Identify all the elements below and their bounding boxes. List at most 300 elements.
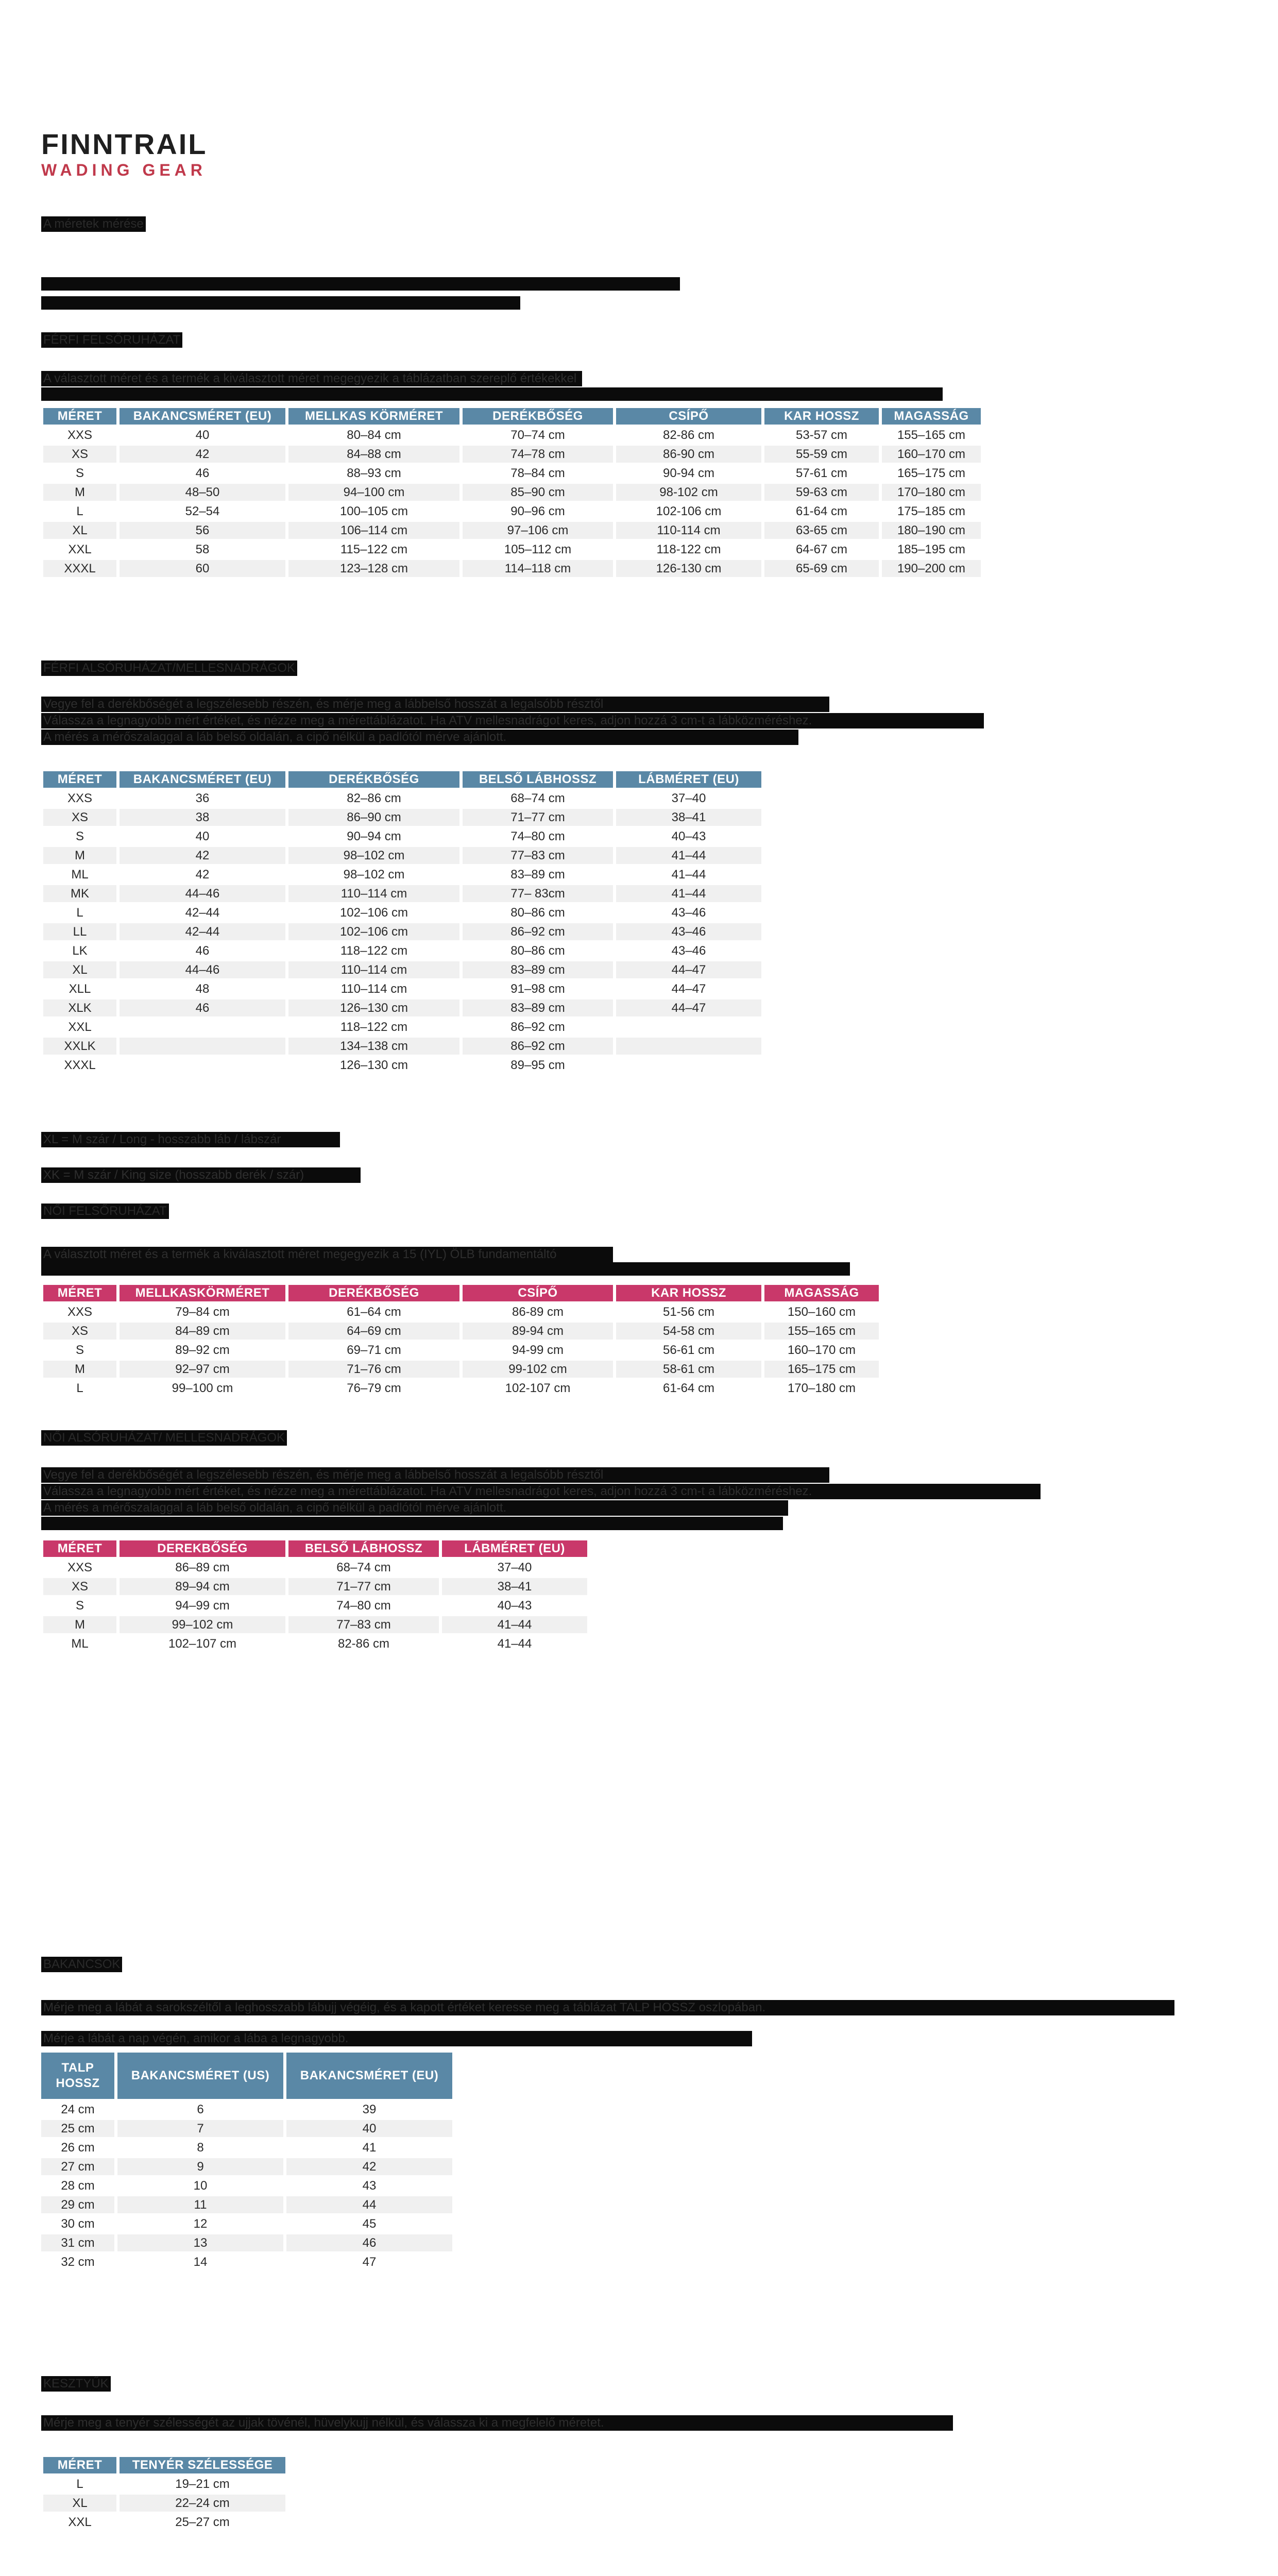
table-cell: 89–94 cm <box>120 1578 285 1595</box>
column-header: MÉRET <box>43 1540 116 1557</box>
table-cell: M <box>43 1616 116 1633</box>
table-cell: 64–69 cm <box>288 1323 459 1340</box>
table-cell: 59-63 cm <box>764 484 879 501</box>
section-note: A mérés a mérőszalaggal a láb belső oldalán, a cipő nélkül a padlótól mérve ajánlott. <box>41 1500 788 1516</box>
column-header: BELSŐ LÁBHOSSZ <box>463 771 613 788</box>
table-cell: 88–93 cm <box>288 465 459 482</box>
table-cell: 99–100 cm <box>120 1380 285 1397</box>
column-header: MELLKASKÖRMÉRET <box>120 1285 285 1301</box>
table-cell: 24 cm <box>41 2101 114 2118</box>
table-cell: 76–79 cm <box>288 1380 459 1397</box>
table-cell: 89–95 cm <box>463 1057 613 1074</box>
table-cell: 90-94 cm <box>616 465 761 482</box>
section-title-men-bottom: FÉRFI ALSÓRUHÁZAT/MELLESNADRÁGOK <box>41 660 297 676</box>
section-note <box>41 387 943 401</box>
table-cell: XXS <box>43 790 116 807</box>
table-cell: 42 <box>286 2158 452 2175</box>
table-cell: 44–46 <box>120 961 285 978</box>
table-cell <box>120 1057 285 1074</box>
table-cell: M <box>43 1361 116 1378</box>
table-cell: 13 <box>117 2234 283 2251</box>
table-row <box>43 866 761 883</box>
section-note: Vegye fel a derékbőségét a legszélesebb részén, és mérje meg a lábbelső hosszát a legalsóbb résztől <box>41 697 829 712</box>
table-cell: 185–195 cm <box>882 541 981 558</box>
section-note <box>41 1262 850 1276</box>
table-cell: 77–83 cm <box>288 1616 439 1633</box>
table-cell: 42 <box>120 847 285 864</box>
table-cell: 56 <box>120 522 285 539</box>
table-cell: 41–44 <box>616 866 761 883</box>
table-cell: 100–105 cm <box>288 503 459 520</box>
table-cell: 165–175 cm <box>764 1361 879 1378</box>
column-header: TENYÉR SZÉLESSÉGE <box>120 2457 285 2473</box>
table-cell: 86–89 cm <box>120 1559 285 1576</box>
table-cell: 79–84 cm <box>120 1303 285 1320</box>
table-cell: 86–92 cm <box>463 1038 613 1055</box>
table-cell: 41–44 <box>616 847 761 864</box>
table-cell: 99-102 cm <box>463 1361 613 1378</box>
table-row <box>43 560 981 577</box>
section-note: Mérje a lábát a nap végén, amikor a lába a legnagyobb. <box>41 2031 752 2046</box>
table-cell: ML <box>43 866 116 883</box>
table-cell: 170–180 cm <box>764 1380 879 1397</box>
table-cell: L <box>43 503 116 520</box>
table-cell: 60 <box>120 560 285 577</box>
table-cell: 51-56 cm <box>616 1303 761 1320</box>
table-cell: L <box>43 904 116 921</box>
table-cell <box>616 1038 761 1055</box>
table-row <box>43 809 761 826</box>
table-cell: 84–88 cm <box>288 446 459 463</box>
table-cell: XS <box>43 1323 116 1340</box>
table-cell: LL <box>43 923 116 940</box>
column-header: DERÉKBŐSÉG <box>463 408 613 425</box>
table-cell: XLK <box>43 999 116 1016</box>
table-cell: 63-65 cm <box>764 522 879 539</box>
table-cell: 134–138 cm <box>288 1038 459 1055</box>
table-row <box>43 1380 879 1397</box>
section-title-gloves: KESZTYŰK <box>41 2376 111 2392</box>
table-cell: 118–122 cm <box>288 1019 459 1036</box>
table-cell: 105–112 cm <box>463 541 613 558</box>
table-cell: XS <box>43 446 116 463</box>
column-header: MAGASSÁG <box>764 1285 879 1301</box>
section-note: A mérés a mérőszalaggal a láb belső oldalán, a cipő nélkül a padlótól mérve ajánlott. <box>41 730 798 745</box>
table-row <box>43 999 761 1016</box>
table-cell: 86-89 cm <box>463 1303 613 1320</box>
table-cell: 46 <box>120 942 285 959</box>
table-row <box>43 484 981 501</box>
table-row <box>41 2215 452 2232</box>
table-cell: 41 <box>286 2139 452 2156</box>
table-cell: 30 cm <box>41 2215 114 2232</box>
table-row <box>43 847 761 864</box>
table-cell: 40 <box>286 2120 452 2137</box>
column-header: DERÉKBŐSÉG <box>288 771 459 788</box>
table-row <box>43 1038 761 1055</box>
table-cell: 54-58 cm <box>616 1323 761 1340</box>
table-cell: 43–46 <box>616 942 761 959</box>
table-cell: 42 <box>120 446 285 463</box>
section-title-men-top: FÉRFI FELSŐRUHÁZAT <box>41 332 182 348</box>
table-cell: 28 cm <box>41 2177 114 2194</box>
table-cell: M <box>43 847 116 864</box>
table-cell: 68–74 cm <box>463 790 613 807</box>
table-cell: 83–89 cm <box>463 866 613 883</box>
table-cell: 42–44 <box>120 904 285 921</box>
table-row <box>43 427 981 444</box>
table-cell: 39 <box>286 2101 452 2118</box>
table-row <box>43 790 761 807</box>
size-table-men-bottom <box>40 769 764 1076</box>
table-cell: 123–128 cm <box>288 560 459 577</box>
table-row <box>43 1303 879 1320</box>
table-cell: 102-107 cm <box>463 1380 613 1397</box>
table-cell: 14 <box>117 2253 283 2270</box>
intro-line <box>41 277 680 291</box>
table-cell: 71–77 cm <box>288 1578 439 1595</box>
table-cell: 52–54 <box>120 503 285 520</box>
table-row <box>41 2177 452 2194</box>
table-header-row <box>43 1285 879 1301</box>
table-cell: 114–118 cm <box>463 560 613 577</box>
table-cell: XXS <box>43 1303 116 1320</box>
table-cell: 84–89 cm <box>120 1323 285 1340</box>
table-cell: 118-122 cm <box>616 541 761 558</box>
table-cell: 150–160 cm <box>764 1303 879 1320</box>
table-cell: 44–47 <box>616 961 761 978</box>
table-cell: 82–86 cm <box>288 790 459 807</box>
table-cell: 61-64 cm <box>616 1380 761 1397</box>
table-cell: 98-102 cm <box>616 484 761 501</box>
table-cell: 190–200 cm <box>882 560 981 577</box>
table-cell: 38–41 <box>442 1578 587 1595</box>
table-row <box>43 1616 587 1633</box>
table-cell: 110–114 cm <box>288 980 459 997</box>
table-cell: 98–102 cm <box>288 847 459 864</box>
table-cell: 48–50 <box>120 484 285 501</box>
table-cell: 74–80 cm <box>288 1597 439 1614</box>
section-note: Mérje meg a lábát a sarokszéltől a leghosszabb lábujj végéig, és a kapott értéket keresse meg a táblázat TALP HOSSZ oszlopában. <box>41 2000 1174 2015</box>
table-cell <box>616 1057 761 1074</box>
table-cell: 90–94 cm <box>288 828 459 845</box>
table-cell: 44–46 <box>120 885 285 902</box>
column-header: MÉRET <box>43 1285 116 1301</box>
table-cell: 40 <box>120 427 285 444</box>
table-cell: 110–114 cm <box>288 961 459 978</box>
table-cell: XXS <box>43 427 116 444</box>
table-cell: 80–86 cm <box>463 942 613 959</box>
table-cell: 38–41 <box>616 809 761 826</box>
table-cell: 42–44 <box>120 923 285 940</box>
table-row <box>43 2514 285 2531</box>
table-cell: 160–170 cm <box>764 1342 879 1359</box>
section-note: XL = M szár / Long - hosszabb láb / lábszár <box>41 1132 340 1147</box>
column-header: LÁBMÉRET (EU) <box>616 771 761 788</box>
table-cell: 46 <box>120 465 285 482</box>
column-header: CSÍPŐ <box>616 408 761 425</box>
brand-tagline: WADING GEAR <box>41 161 207 179</box>
table-cell: 83–89 cm <box>463 999 613 1016</box>
table-row <box>43 1578 587 1595</box>
table-cell: 55-59 cm <box>764 446 879 463</box>
table-cell: 92–97 cm <box>120 1361 285 1378</box>
table-cell: 77–83 cm <box>463 847 613 864</box>
table-row <box>43 885 761 902</box>
table-cell: 40 <box>120 828 285 845</box>
table-cell: 41–44 <box>616 885 761 902</box>
section-note: Válassza a legnagyobb mért értéket, és nézze meg a mérettáblázatot. Ha ATV mellesnadrágot keres, adjon hozzá 3 cm-t a lábközméréshez. <box>41 713 984 728</box>
table-row <box>41 2253 452 2270</box>
size-table-women-top <box>40 1283 882 1399</box>
table-row <box>43 1559 587 1576</box>
table-cell: 48 <box>120 980 285 997</box>
intro-heading: A méretek mérése <box>41 216 146 232</box>
table-row <box>43 1057 761 1074</box>
section-title-women-top: NŐI FELSŐRUHÁZAT <box>41 1204 169 1219</box>
column-header: MÉRET <box>43 771 116 788</box>
table-cell: 43–46 <box>616 904 761 921</box>
table-cell: 8 <box>117 2139 283 2156</box>
table-row <box>43 465 981 482</box>
column-header: TALP HOSSZ <box>41 2053 114 2099</box>
table-cell: 58-61 cm <box>616 1361 761 1378</box>
table-cell: 27 cm <box>41 2158 114 2175</box>
table-cell: 80–86 cm <box>463 904 613 921</box>
table-cell: 45 <box>286 2215 452 2232</box>
table-cell: 65-69 cm <box>764 560 879 577</box>
table-cell: LK <box>43 942 116 959</box>
table-cell: L <box>43 2476 116 2493</box>
table-cell: 61–64 cm <box>288 1303 459 1320</box>
table-cell: 53-57 cm <box>764 427 879 444</box>
column-header: BAKANCSMÉRET (US) <box>117 2053 283 2099</box>
table-cell: 71–76 cm <box>288 1361 459 1378</box>
table-cell: XXXL <box>43 1057 116 1074</box>
table-cell: S <box>43 1597 116 1614</box>
table-cell: S <box>43 465 116 482</box>
table-cell: S <box>43 1342 116 1359</box>
table-cell: XS <box>43 1578 116 1595</box>
table-row <box>43 961 761 978</box>
table-cell: 46 <box>120 999 285 1016</box>
table-cell <box>120 1038 285 1055</box>
table-cell: 102–106 cm <box>288 904 459 921</box>
table-cell: 58 <box>120 541 285 558</box>
column-header: BAKANCSMÉRET (EU) <box>286 2053 452 2099</box>
column-header: MÉRET <box>43 2457 116 2473</box>
column-header: LÁBMÉRET (EU) <box>442 1540 587 1557</box>
table-cell: MK <box>43 885 116 902</box>
table-cell: XXXL <box>43 560 116 577</box>
table-row <box>41 2120 452 2137</box>
table-cell: 89–92 cm <box>120 1342 285 1359</box>
table-cell: 97–106 cm <box>463 522 613 539</box>
section-note: Mérje meg a tenyér szélességét az ujjak tövénél, hüvelykujj nélkül, és válassza ki a megfelelő méretet. <box>41 2415 953 2431</box>
table-cell: XXL <box>43 2514 116 2531</box>
table-cell: 25–27 cm <box>120 2514 285 2531</box>
size-table-gloves <box>40 2455 288 2533</box>
table-row <box>43 1019 761 1036</box>
brand-logo <box>41 129 268 185</box>
section-title-women-bottom: NŐI ALSÓRUHÁZAT/ MELLESNADRÁGOK <box>41 1430 287 1446</box>
table-row <box>43 904 761 921</box>
table-cell: 40–43 <box>442 1597 587 1614</box>
table-cell: 170–180 cm <box>882 484 981 501</box>
table-row <box>43 1597 587 1614</box>
table-row <box>43 1361 879 1378</box>
column-header: KAR HOSSZ <box>764 408 879 425</box>
column-header: MAGASSÁG <box>882 408 981 425</box>
table-cell: 80–84 cm <box>288 427 459 444</box>
table-cell: 22–24 cm <box>120 2495 285 2512</box>
table-row <box>41 2139 452 2156</box>
table-cell: 160–170 cm <box>882 446 981 463</box>
table-cell: 98–102 cm <box>288 866 459 883</box>
table-row <box>43 2476 285 2493</box>
section-note: Válassza a legnagyobb mért értéket, és nézze meg a mérettáblázatot. Ha ATV mellesnadrágot keres, adjon hozzá 3 cm-t a lábközméréshez. <box>41 1484 1041 1499</box>
table-header-row <box>43 408 981 425</box>
table-cell: 38 <box>120 809 285 826</box>
table-cell: 25 cm <box>41 2120 114 2137</box>
table-cell: 115–122 cm <box>288 541 459 558</box>
table-cell: 126–130 cm <box>288 1057 459 1074</box>
table-cell: 94–100 cm <box>288 484 459 501</box>
table-cell: 155–165 cm <box>882 427 981 444</box>
table-cell: L <box>43 1380 116 1397</box>
table-cell: 9 <box>117 2158 283 2175</box>
table-cell: 89-94 cm <box>463 1323 613 1340</box>
column-header: BAKANCSMÉRET (EU) <box>120 408 285 425</box>
table-cell: 91–98 cm <box>463 980 613 997</box>
table-cell: 40–43 <box>616 828 761 845</box>
table-cell: 102–107 cm <box>120 1635 285 1652</box>
table-cell: 12 <box>117 2215 283 2232</box>
table-cell: 74–78 cm <box>463 446 613 463</box>
size-table-men-top <box>40 406 984 579</box>
table-cell: 110–114 cm <box>288 885 459 902</box>
table-row <box>43 541 981 558</box>
section-note: Vegye fel a derékbőségét a legszélesebb részén, és mérje meg a lábbelső hosszát a legalsóbb résztől <box>41 1467 829 1483</box>
section-note: A választott méret és a termék a kiválasztott méret megegyezik a táblázatban szereplő értékekkel <box>41 371 582 386</box>
table-cell: 44–47 <box>616 999 761 1016</box>
table-cell: 29 cm <box>41 2196 114 2213</box>
table-cell: XXS <box>43 1559 116 1576</box>
section-note: XK = M szár / King size (hosszabb derék / szár) <box>41 1167 361 1183</box>
table-row <box>41 2196 452 2213</box>
table-cell: XS <box>43 809 116 826</box>
table-cell: 155–165 cm <box>764 1323 879 1340</box>
table-cell: XLL <box>43 980 116 997</box>
table-cell: 99–102 cm <box>120 1616 285 1633</box>
size-table-boots <box>38 2050 455 2273</box>
table-cell: 118–122 cm <box>288 942 459 959</box>
table-cell: 7 <box>117 2120 283 2137</box>
table-cell: 165–175 cm <box>882 465 981 482</box>
table-row <box>43 2495 285 2512</box>
table-row <box>43 522 981 539</box>
table-cell: 94-99 cm <box>463 1342 613 1359</box>
column-header: BELSŐ LÁBHOSSZ <box>288 1540 439 1557</box>
table-row <box>43 503 981 520</box>
table-cell: 71–77 cm <box>463 809 613 826</box>
section-note: A választott méret és a termék a kiválasztott méret megegyezik a 15 (IYL) ÖLB fundamentáltó <box>41 1247 613 1262</box>
table-cell: 102–106 cm <box>288 923 459 940</box>
table-cell: 82-86 cm <box>616 427 761 444</box>
table-cell: 86-90 cm <box>616 446 761 463</box>
table-cell: 90–96 cm <box>463 503 613 520</box>
table-cell: S <box>43 828 116 845</box>
table-cell: 70–74 cm <box>463 427 613 444</box>
table-cell: 46 <box>286 2234 452 2251</box>
table-cell: 78–84 cm <box>463 465 613 482</box>
size-table-women-bottom <box>40 1538 590 1654</box>
table-cell: 43–46 <box>616 923 761 940</box>
table-cell: 68–74 cm <box>288 1559 439 1576</box>
table-cell: 26 cm <box>41 2139 114 2156</box>
table-header-row <box>43 1540 587 1557</box>
table-cell: 47 <box>286 2253 452 2270</box>
table-row <box>43 980 761 997</box>
table-cell: 37–40 <box>442 1559 587 1576</box>
column-header: DERÉKBŐSÉG <box>288 1285 459 1301</box>
table-cell: 41–44 <box>442 1635 587 1652</box>
table-cell: 10 <box>117 2177 283 2194</box>
table-cell: XL <box>43 522 116 539</box>
table-cell: 43 <box>286 2177 452 2194</box>
table-cell: 11 <box>117 2196 283 2213</box>
table-cell <box>616 1019 761 1036</box>
table-cell: 57-61 cm <box>764 465 879 482</box>
table-cell: 110-114 cm <box>616 522 761 539</box>
table-row <box>43 1342 879 1359</box>
intro-line <box>41 296 520 310</box>
table-cell: 32 cm <box>41 2253 114 2270</box>
table-cell: 36 <box>120 790 285 807</box>
column-header: MÉRET <box>43 408 116 425</box>
table-cell: XXL <box>43 541 116 558</box>
table-cell: 61-64 cm <box>764 503 879 520</box>
table-cell: 56-61 cm <box>616 1342 761 1359</box>
brand-name: FINNTRAIL <box>41 128 208 160</box>
table-cell <box>120 1019 285 1036</box>
table-cell: 19–21 cm <box>120 2476 285 2493</box>
table-cell: XL <box>43 961 116 978</box>
table-header-row <box>43 771 761 788</box>
section-title-boots: BAKANCSOK <box>41 1957 122 1972</box>
column-header: MELLKAS KÖRMÉRET <box>288 408 459 425</box>
column-header: DEREKBŐSÉG <box>120 1540 285 1557</box>
table-cell: 6 <box>117 2101 283 2118</box>
column-header: CSÍPŐ <box>463 1285 613 1301</box>
table-cell: 85–90 cm <box>463 484 613 501</box>
table-cell: 86–92 cm <box>463 1019 613 1036</box>
table-row <box>43 942 761 959</box>
table-cell: 44–47 <box>616 980 761 997</box>
table-cell: 42 <box>120 866 285 883</box>
table-header-row <box>41 2053 452 2099</box>
table-cell: 44 <box>286 2196 452 2213</box>
table-cell: 94–99 cm <box>120 1597 285 1614</box>
table-row <box>41 2234 452 2251</box>
table-row <box>43 446 981 463</box>
table-cell: 64-67 cm <box>764 541 879 558</box>
table-cell: 126–130 cm <box>288 999 459 1016</box>
table-cell: 180–190 cm <box>882 522 981 539</box>
table-cell: M <box>43 484 116 501</box>
table-row <box>43 828 761 845</box>
table-cell: 175–185 cm <box>882 503 981 520</box>
